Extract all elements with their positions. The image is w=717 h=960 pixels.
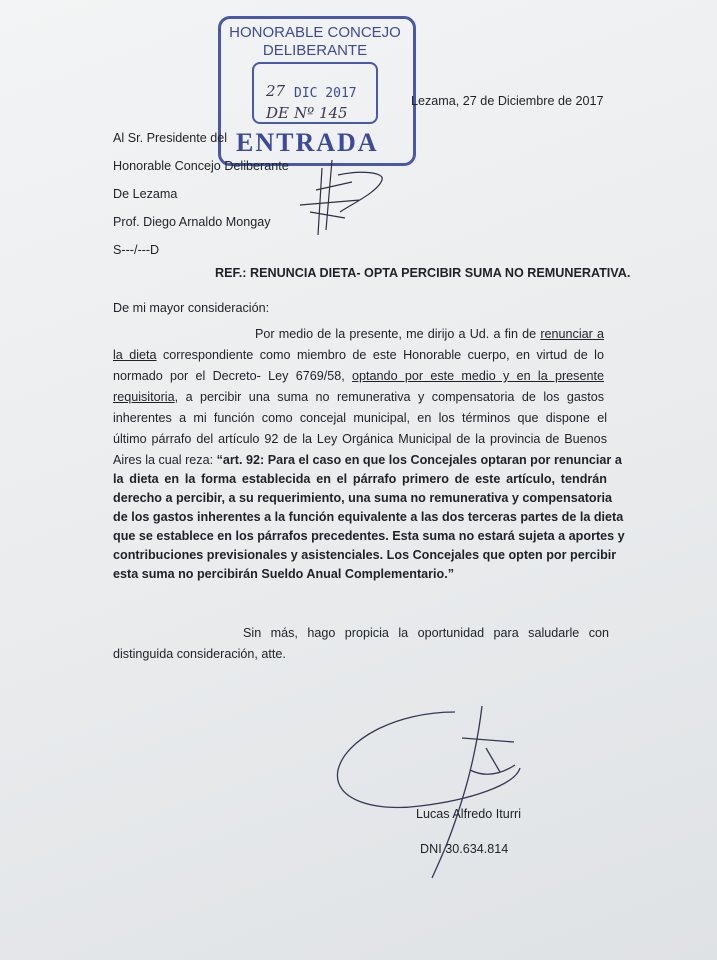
stamp-number: Nº 145	[294, 104, 348, 122]
recipient-line-3: De Lezama	[113, 187, 178, 201]
reference-line: REF.: RENUNCIA DIETA- OPTA PERCIBIR SUMA NO REMUNERATIVA.	[215, 266, 631, 280]
signer-name: Lucas Alfredo Iturri	[416, 807, 521, 821]
stamp-title-line1: HONORABLE CONCEJO	[229, 24, 401, 41]
place-date: Lezama, 27 de Diciembre de 2017	[411, 94, 604, 108]
body-line-2: la dieta correspondiente como miembro de este Honorable cuerpo, en virtud de lo	[113, 348, 604, 362]
stamp-entrada: ENTRADA	[236, 128, 379, 157]
signer-dni: DNI 30.634.814	[420, 842, 509, 856]
signer-signature	[337, 706, 520, 878]
body-line-1: Por medio de la presente, me dirijo a Ud. a fin de renunciar a	[255, 327, 604, 341]
body-line-4: requisitoria, a percibir una suma no remunerativa y compensatoria de los gastos	[113, 390, 604, 404]
closing-line-1: Sin más, hago propicia la oportunidad para saludarle con	[243, 626, 609, 640]
closing-line-2: distinguida consideración, atte.	[113, 647, 286, 661]
recipient-line-5: S---/---D	[113, 243, 160, 257]
body-line-3: normado por el Decreto- Ley 6769/58, optando por este medio y en la presente	[113, 369, 604, 383]
body-line-5: inherentes a mi función como concejal municipal, en los términos que dispone el	[113, 411, 607, 425]
body-line-8: la dieta en la forma establecida en el párrafo primero de este artículo, tendrán	[113, 472, 607, 486]
body-line-6: último párrafo del artículo 92 de la Ley Orgánica Municipal de la provincia de Buenos	[113, 432, 607, 446]
body-line-12: contribuciones previsionales y asistenciales. Los Concejales que opten por percibir	[113, 548, 617, 562]
body-line-10: de los gastos inherentes a la función equivalente a las dos terceras partes de la dieta	[113, 510, 624, 524]
stamp-day: 27	[266, 82, 286, 100]
president-signature	[300, 160, 382, 235]
body-line-7: Aires la cual reza: “art. 92: Para el caso en que los Concejales optaran por renunciar a	[113, 453, 622, 467]
stamp-number-prefix: DE	[266, 104, 289, 122]
stamp-date: DIC 2017	[294, 86, 357, 101]
body-line-13: esta suma no percibirán Sueldo Anual Complementario.”	[113, 567, 455, 581]
body-line-9: derecho a percibir, a su requerimiento, una suma no remunerativa y compensatoria	[113, 491, 613, 505]
body-line-11: que se establece en los párrafos precedentes. Esta suma no estará sujeta a aportes y	[113, 529, 625, 543]
recipient-line-1: Al Sr. Presidente del	[113, 131, 228, 145]
salutation: De mi mayor consideración:	[113, 301, 270, 315]
stamp-title-line2: DELIBERANTE	[262, 42, 368, 59]
recipient-line-2: Honorable Concejo Deliberante	[113, 159, 289, 173]
recipient-line-4: Prof. Diego Arnaldo Mongay	[113, 215, 271, 229]
